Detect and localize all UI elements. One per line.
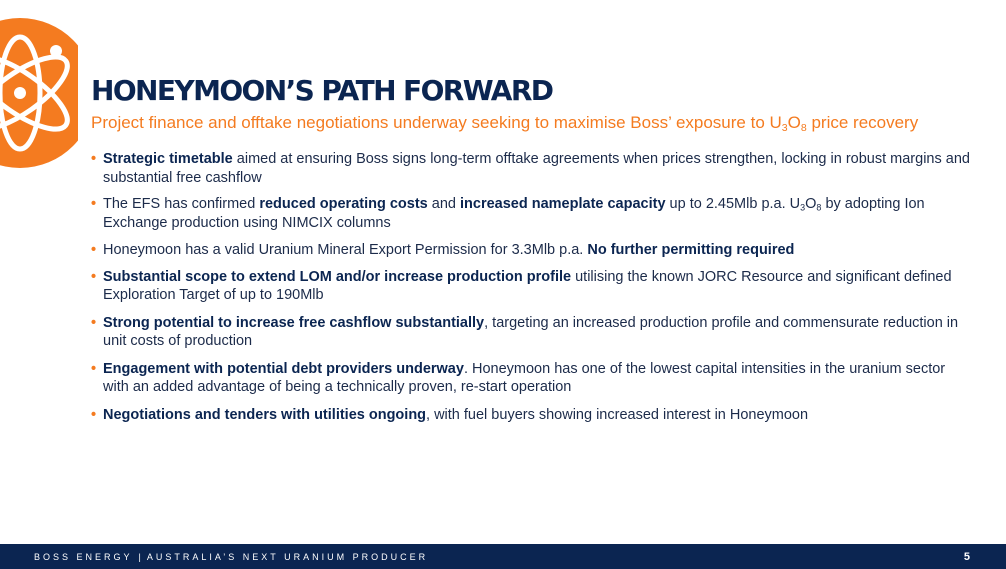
bullet-item: • Strategic timetable aimed at ensuring Boss signs long-term offtake agreements when prices strengthen, locking in robust margins and substantial free cashflow: [91, 151, 970, 186]
footer-company: BOSS ENERGY: [34, 552, 133, 562]
atom-nucleus: [14, 87, 26, 99]
page-number: 5: [963, 551, 970, 563]
footer-slogan: AUSTRALIA’S NEXT URANIUM PRODUCER: [146, 552, 429, 562]
bullet-item: • Engagement with potential debt providers underway. Honeymoon has one of the lowest capital intensities in the uranium sector with an added advantage of being a technically proven, re-start operation: [91, 360, 946, 395]
bullet-marker: •: [91, 360, 97, 377]
bullet-marker: •: [91, 314, 97, 331]
bullet-item: • Negotiations and tenders with utilities ongoing, with fuel buyers showing increased interest in Honeymoon: [91, 406, 809, 423]
page-subtitle: Project finance and offtake negotiations underway seeking to maximise Boss’ exposure to $U_3O_8$ price recovery: [91, 113, 919, 134]
bullet-marker: •: [91, 196, 97, 212]
bullet-item: • The EFS has confirmed reduced operating costs and increased nameplate capacity up to 2.45Mlb p.a. $U_3O_8$ by adopting Ion Exchange production using NIMCIX columns: [91, 196, 925, 231]
footer-separator: |: [138, 552, 141, 562]
bullet-list: [91, 150, 971, 424]
bullet-item: • Honeymoon has a valid Uranium Mineral Export Permission for 3.3Mlb p.a. No further permitting required: [91, 242, 795, 258]
bullet-item: • Strong potential to increase free cashflow substantially, targeting an increased production profile and commensurate reduction in unit costs of production: [91, 314, 959, 349]
page-title: HONEYMOON’S PATH FORWARD: [91, 74, 553, 107]
bullet-marker: •: [91, 406, 97, 423]
atom-icon: [0, 18, 78, 168]
atom-electron: [50, 45, 62, 57]
bullet-item: • Substantial scope to extend LOM and/or increase production profile utilising the known JORC Resource and significant defined Exploration Target of up to 190Mlb: [91, 268, 952, 303]
footer-tagline: [34, 552, 428, 562]
bullet-marker: •: [91, 242, 97, 258]
footer-bar: [0, 544, 1006, 569]
bullet-marker: •: [91, 151, 97, 167]
bullet-marker: •: [91, 268, 97, 285]
